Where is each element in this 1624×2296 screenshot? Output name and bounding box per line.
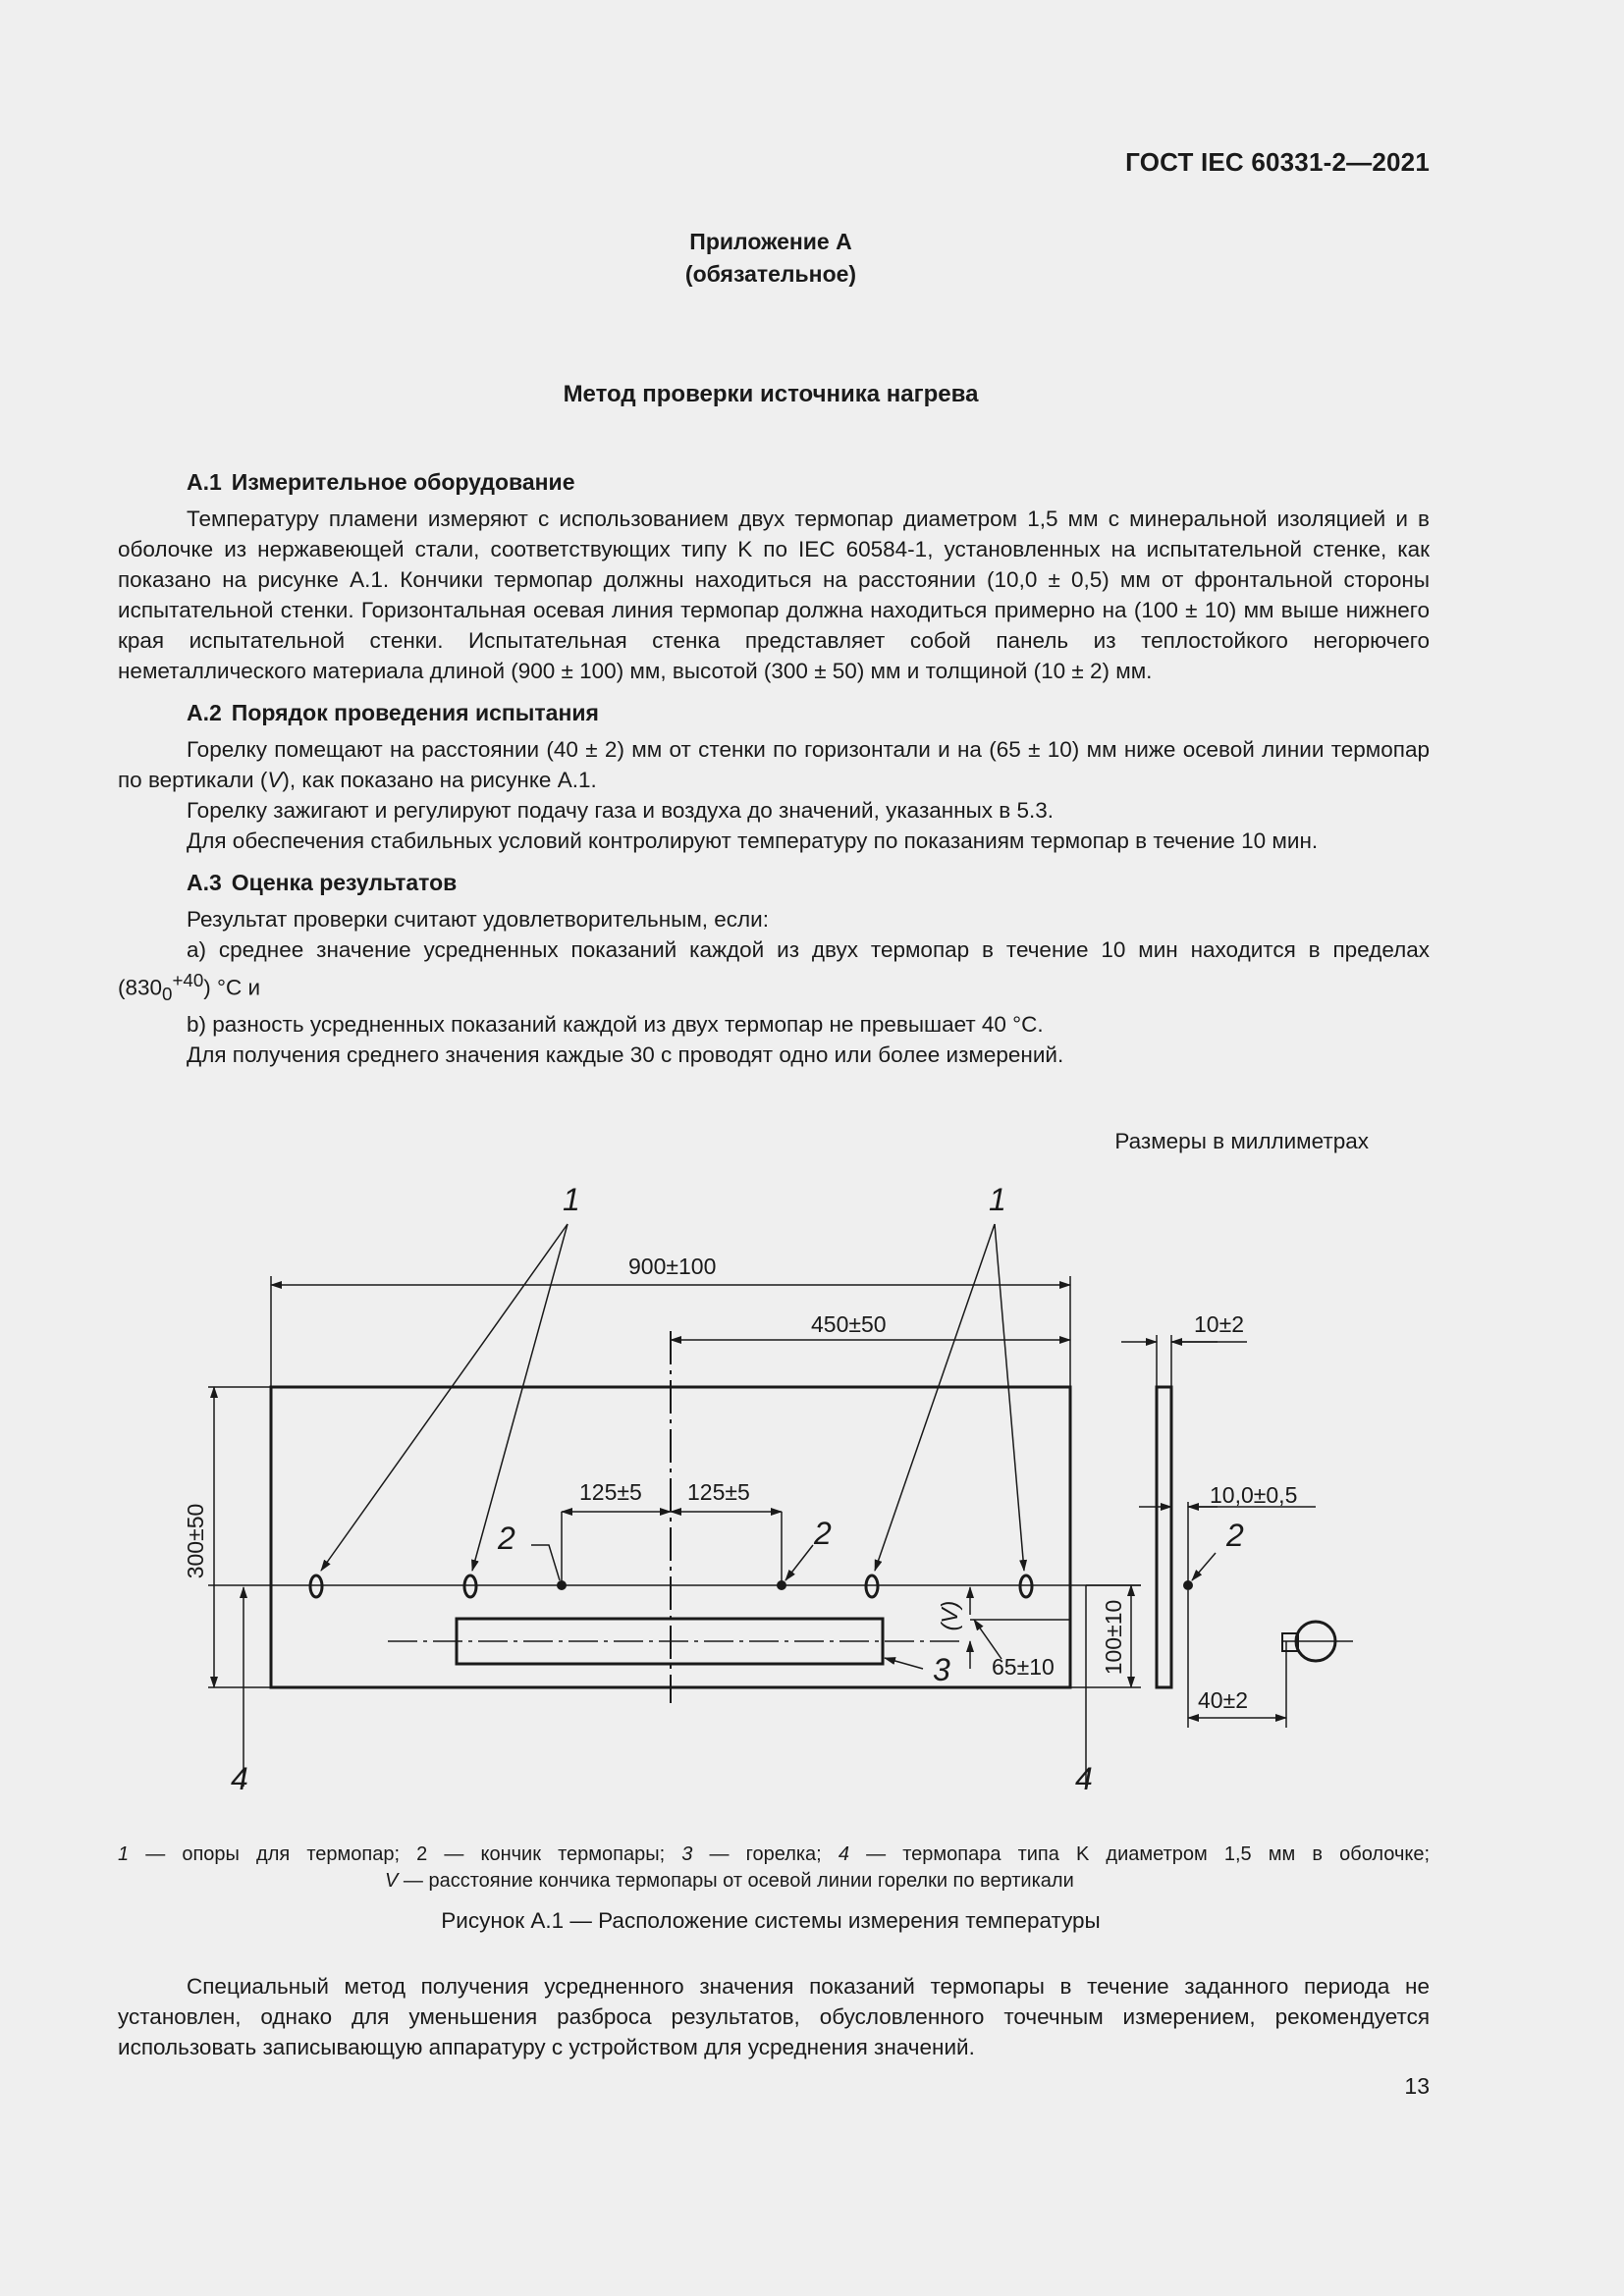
superscript: +40 [172,970,204,990]
label-thermocouple-left: 4 [231,1761,248,1796]
label-tip-left: 2 [498,1521,515,1556]
text-run: Горелку помещают на расстоянии (40 ± 2) мм от стенки по горизонтали и на (65 ± 10) мм ниже осевой линии термопар по вертикали ( [118,737,1430,792]
dim-axis-height-label: 100±10 [1101,1599,1126,1676]
label-burner: 3 [933,1652,950,1687]
figure-legend [118,1842,1430,1895]
side-view-wall [1157,1387,1171,1687]
list-item-a [118,934,1430,1009]
section-number: А.3 [187,870,222,895]
legend-line-2: V — расстояние кончика термопары от осевой линии горелки по вертикали [385,1870,1074,1892]
section-a2-paragraph: Горелку зажигают и регулируют подачу газа и воздуха до значений, указанных в 5.3. [187,798,1055,823]
side-tip-leader [1192,1553,1216,1580]
label-support-right: 1 [989,1182,1006,1217]
label-tip-right: 2 [814,1516,832,1551]
burner-leader [885,1658,923,1669]
label-support-left: 1 [563,1182,580,1217]
dim-burner-distance-label: 40±2 [1198,1687,1248,1713]
section-title: Оценка результатов [231,870,458,895]
legend-line-1 [118,1842,1430,1868]
closing-paragraph: Специальный метод получения усредненного значения показаний термопары в течение заданного периода не установлен, однако для уменьшения разброса результатов, обусловленного точечным измерением, рекомендуется использовать записывающую аппаратуру с устройством для усреднения значений. [118,1974,1430,2059]
label-thermocouple-right: 4 [1075,1761,1093,1796]
support-right-inner [866,1575,878,1597]
section-title: Измерительное оборудование [231,469,575,495]
dim-tip-distance-label: 10,0±0,5 [1210,1482,1298,1508]
tip-left [558,1581,566,1589]
text-run: ), как показано на рисунке А.1. [282,768,597,792]
document-code: ГОСТ IEC 60331-2—2021 [1125,147,1430,177]
support-left-leader-2 [472,1224,568,1571]
legend-item: 2 — кончик термопары; [416,1843,666,1865]
list-item-b: b) разность усредненных показаний каждой из двух термопар не превышает 40 °C. [187,1012,1044,1037]
support-left-leader-1 [321,1224,568,1571]
units-note: Размеры в миллиметрах [1114,1129,1369,1153]
dim-tip-right-label: 125±5 [687,1479,750,1505]
support-right-leader-1 [875,1224,995,1571]
section-a1-text: Температуру пламени измеряют с использованием двух термопар диаметром 1,5 мм с минеральной изоляцией и в оболочке из нержавеющей стали, соответствующих типу K по IEC 60584-1, установленных на испытательной стенке, как показано на рисунке А.1. Кончики термопар должны находиться на расстоянии (10,0 ± 0,5) мм от фронтальной стороны испытательной стенки. Горизонтальная осевая линия термопар должна находиться примерно на (100 ± 10) мм выше нижнего края испытательной стенки. Испытательная стенка представляет собой панель из теплостойкого негорючего неметаллического материала длиной (900 ± 100) мм, высотой (300 ± 50) мм и толщиной (10 ± 2) мм. [118,507,1430,683]
section-a2-paragraph [118,734,1430,795]
section-a2-heading [187,698,1430,728]
support-left-outer [310,1575,322,1597]
section-number: А.1 [187,469,222,495]
main-text [118,457,1430,1070]
text-run: a) среднее значение усредненных показаний каждой из двух термопар в течение 10 мин находится в пределах (830 [118,937,1430,1000]
method-title: Метод проверки источника нагрева [563,381,979,407]
side-tip [1184,1581,1192,1589]
legend-item: 1 — опоры для термопар; [118,1843,401,1865]
variable-v: V [267,768,283,792]
tip-right-leader [785,1545,813,1580]
section-number: А.2 [187,700,222,725]
support-left-inner [464,1575,476,1597]
section-a2-paragraph: Для обеспечения стабильных условий контролируют температуру по показаниям термопар в течение 10 мин. [187,828,1319,853]
annex-title: Приложение А [689,229,852,254]
support-right-leader-2 [995,1224,1024,1571]
dim-burner-offset-label: 65±10 [992,1654,1055,1680]
section-a3-paragraph: Результат проверки считают удовлетворительным, если: [187,907,769,932]
page-number: 13 [1404,2073,1430,2099]
annex-heading [0,226,1542,291]
dim-65-leader [974,1620,1001,1659]
text-run: ) °C и [203,975,261,1000]
legend-item: 3 — горелка; [681,1843,822,1865]
section-title: Порядок проведения испытания [231,700,599,725]
figure-caption: Рисунок А.1 — Расположение системы измерения температуры [441,1908,1101,1933]
tip-left-leader [531,1545,560,1580]
dim-length-label: 900±100 [628,1254,717,1279]
tip-right [778,1581,785,1589]
annex-status: (обязательное) [684,261,857,287]
v-label: (V) [937,1600,962,1631]
legend-item: 4 — термопара типа K диаметром 1,5 мм в оболочке; [838,1843,1431,1865]
subscript: 0 [162,984,173,1004]
label-tip-side: 2 [1226,1518,1244,1553]
dim-half-length-label: 450±50 [811,1311,887,1337]
section-a1-heading [187,467,1430,498]
figure-a1-diagram [0,1158,1624,1836]
dim-tip-left-label: 125±5 [579,1479,642,1505]
support-right-outer [1020,1575,1032,1597]
closing-text [118,1971,1430,2062]
dim-thickness-label: 10±2 [1194,1311,1244,1337]
section-a3-heading [187,868,1430,898]
dim-height-label: 300±50 [183,1503,208,1579]
section-a3-paragraph: Для получения среднего значения каждые 30 с проводят одно или более измерений. [187,1042,1064,1067]
